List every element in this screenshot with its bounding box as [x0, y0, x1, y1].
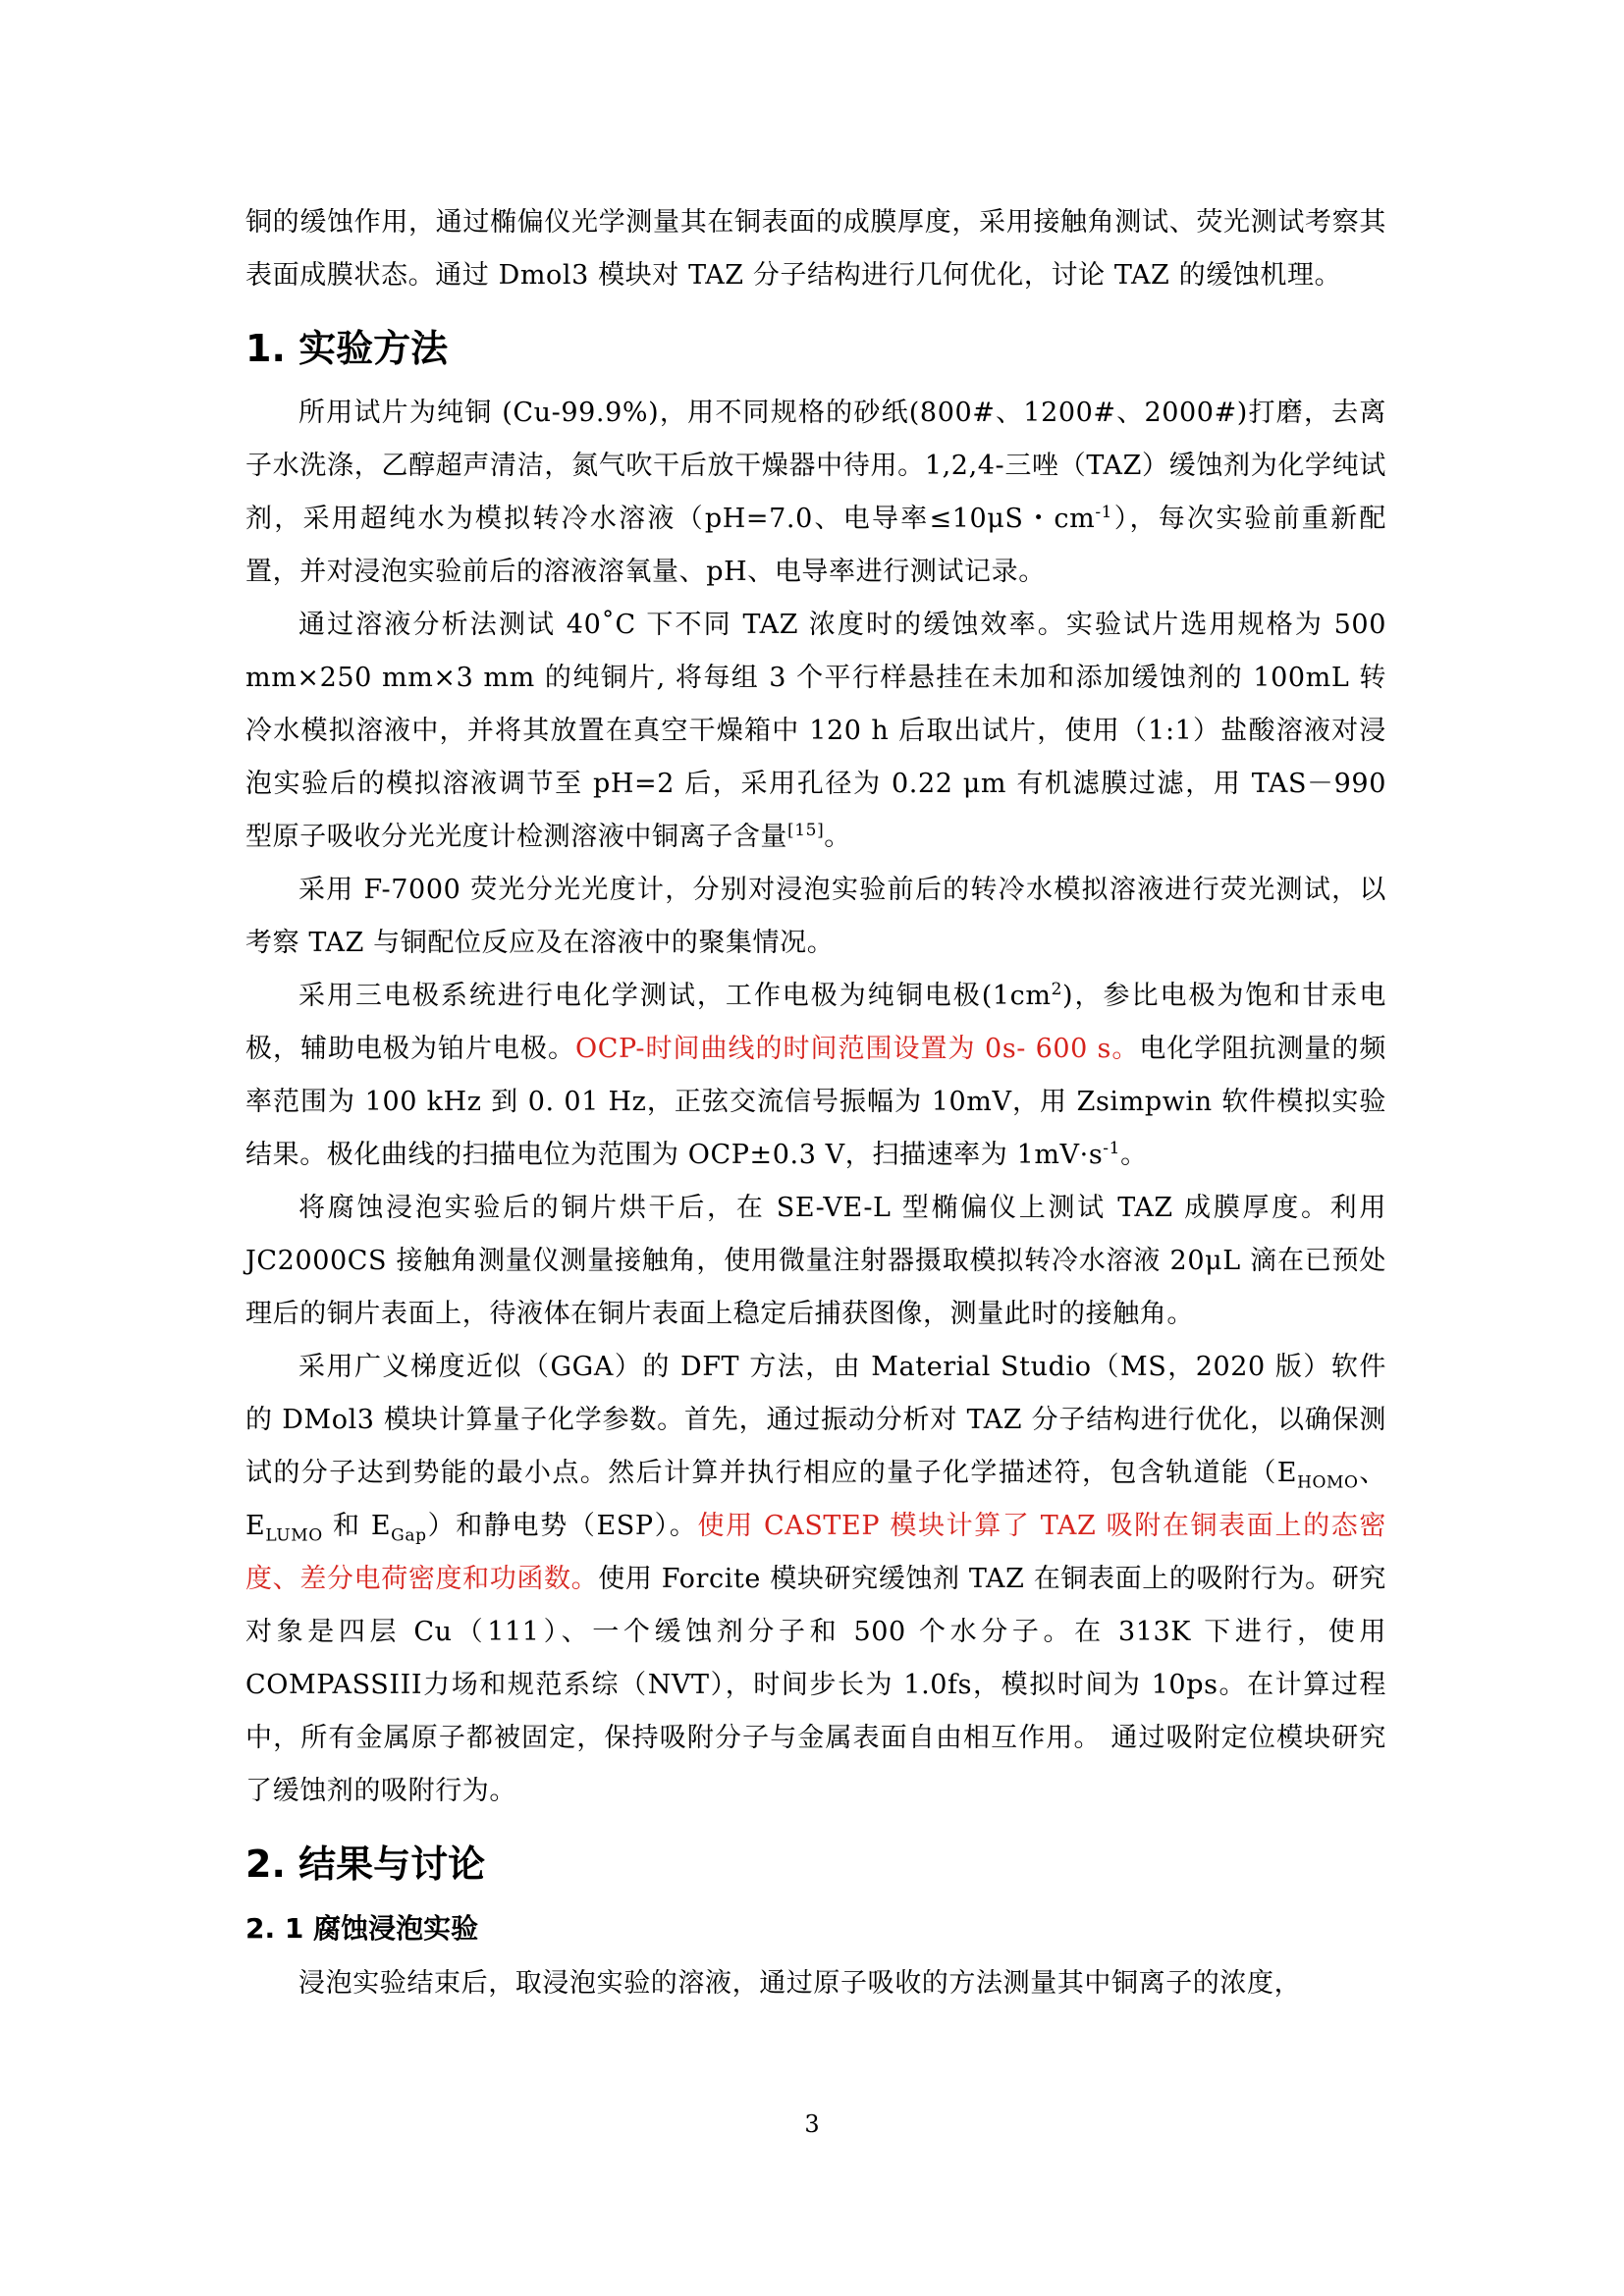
- superscript: -1: [1103, 1139, 1121, 1158]
- superscript: 2: [1051, 980, 1062, 999]
- section-1-paragraph-2: [245, 599, 1386, 864]
- highlighted-text: OCP-时间曲线的时间范围设置为 0s- 600 s。: [575, 1034, 1140, 1064]
- text-run: ）和静电势（ESP）。: [426, 1511, 698, 1541]
- text-run: 通过溶液分析法测试 40˚C 下不同 TAZ 浓度时的缓蚀效率。实验试片选用规格为 500 mm×250 mm×3 mm 的纯铜片, 将每组 3 个平行样悬挂在未加和添加缓蚀剂的 100mL 转冷水模拟溶液中，并将其放置在真空干燥箱中 120 h 后取出试片，使用（1:1）盐酸溶液对浸泡实验后的模拟溶液调节至 pH=2 后，采用孔径为 0.22 μm 有机滤膜过滤，用 TAS－990 型原子吸收分光光度计检测溶液中铜离子含量: [245, 610, 1386, 852]
- text-run: 采用广义梯度近似（GGA）的 DFT 方法，由 Material Studio（MS，2020 版）软件的 DMol3 模块计算量子化学参数。首先，通过振动分析对 TAZ 分子结构进行优化，以确保测试的分子达到势能的最小点。然后计算并执行相应的量子化学描述符，包含轨道能（E: [245, 1352, 1386, 1488]
- subscript: HOMO: [1297, 1472, 1359, 1493]
- text-run: 所用试片为纯铜 (Cu-99.9%)，用不同规格的砂纸(800#、1200#、2000#)打磨，去离子水洗涤，乙醇超声清洁，氮气吹干后放干燥器中待用。1,2,4-三唑（TAZ）缓蚀剂为化学纯试剂，采用超纯水为模拟转冷水溶液（pH=7.0、电导率≤10μS・cm: [245, 398, 1386, 534]
- text-run: 。: [1120, 1140, 1148, 1170]
- text-run: 。: [824, 822, 851, 852]
- section-1-paragraph-3: 采用 F-7000 荧光分光光度计，分别对浸泡实验前后的转冷水模拟溶液进行荧光测试，以考察 TAZ 与铜配位反应及在溶液中的聚集情况。: [245, 875, 1386, 958]
- text-run: 、E: [245, 1458, 1386, 1541]
- subscript: Gap: [391, 1525, 427, 1546]
- section-1-paragraph-4: [245, 970, 1386, 1182]
- superscript: -1: [1095, 503, 1113, 522]
- section-2-heading: 2. 结果与讨论: [245, 1842, 486, 1886]
- text-run: 电化学阻抗测量的频率范围为 100 kHz 到 0. 01 Hz，正弦交流信号振幅为 10mV，用 Zsimpwin 软件模拟实验结果。极化曲线的扫描电位为范围为 OCP±0.3 V，扫描速率为 1mV·s: [245, 1034, 1386, 1170]
- section-1-paragraph-6: [245, 1341, 1386, 1818]
- text-run: 采用三电极系统进行电化学测试，工作电极为纯铜电极(1cm: [298, 981, 1052, 1011]
- section-1-paragraph-1: [245, 387, 1386, 599]
- text-run: 和 E: [322, 1511, 392, 1541]
- page-content: [245, 196, 1386, 2010]
- text-run: ），每次实验前重新配置，并对浸泡实验前后的溶液溶氧量、pH、电导率进行测试记录。: [245, 504, 1386, 587]
- highlighted-text: 使用 CASTEP 模块计算了 TAZ 吸附在铜表面上的态密度、差分电荷密度和功函数。: [245, 1511, 1386, 1594]
- text-run: 使用 Forcite 模块研究缓蚀剂 TAZ 在铜表面上的吸附行为。研究对象是四层 Cu（111）、一个缓蚀剂分子和 500 个水分子。在 313K 下进行，使用 COMPASSIII力场和规范系综（NVT），时间步长为 1.0fs，模拟时间为 10ps。在计算过程中，所有金属原子都被固定，保持吸附分子与金属表面自由相互作用。 通过吸附定位模块研究了缓蚀剂的吸附行为。: [245, 1564, 1386, 1806]
- page-number: 3: [804, 2110, 820, 2138]
- citation-reference: [15]: [787, 821, 825, 840]
- subsection-2-1-heading: 2. 1 腐蚀浸泡实验: [245, 1912, 479, 1945]
- section-1-paragraph-5: 将腐蚀浸泡实验后的铜片烘干后，在 SE-VE-L 型椭偏仪上测试 TAZ 成膜厚度。利用 JC2000CS 接触角测量仪测量接触角，使用微量注射器摄取模拟转冷水溶液 20μL 滴在已预处理后的铜片表面上，待液体在铜片表面上稳定后捕获图像，测量此时的接触角。: [245, 1193, 1386, 1329]
- text-run: )，参比电极为饱和甘汞电极，辅助电极为铂片电极。: [245, 981, 1386, 1064]
- intro-paragraph: 铜的缓蚀作用，通过椭偏仪光学测量其在铜表面的成膜厚度，采用接触角测试、荧光测试考察其表面成膜状态。通过 Dmol3 模块对 TAZ 分子结构进行几何优化，讨论 TAZ 的缓蚀机理。: [245, 207, 1386, 291]
- section-1-heading: 1. 实验方法: [245, 327, 449, 370]
- section-2-paragraph-1: 浸泡实验结束后，取浸泡实验的溶液，通过原子吸收的方法测量其中铜离子的浓度，: [298, 1968, 1302, 1999]
- subscript: LUMO: [265, 1525, 323, 1546]
